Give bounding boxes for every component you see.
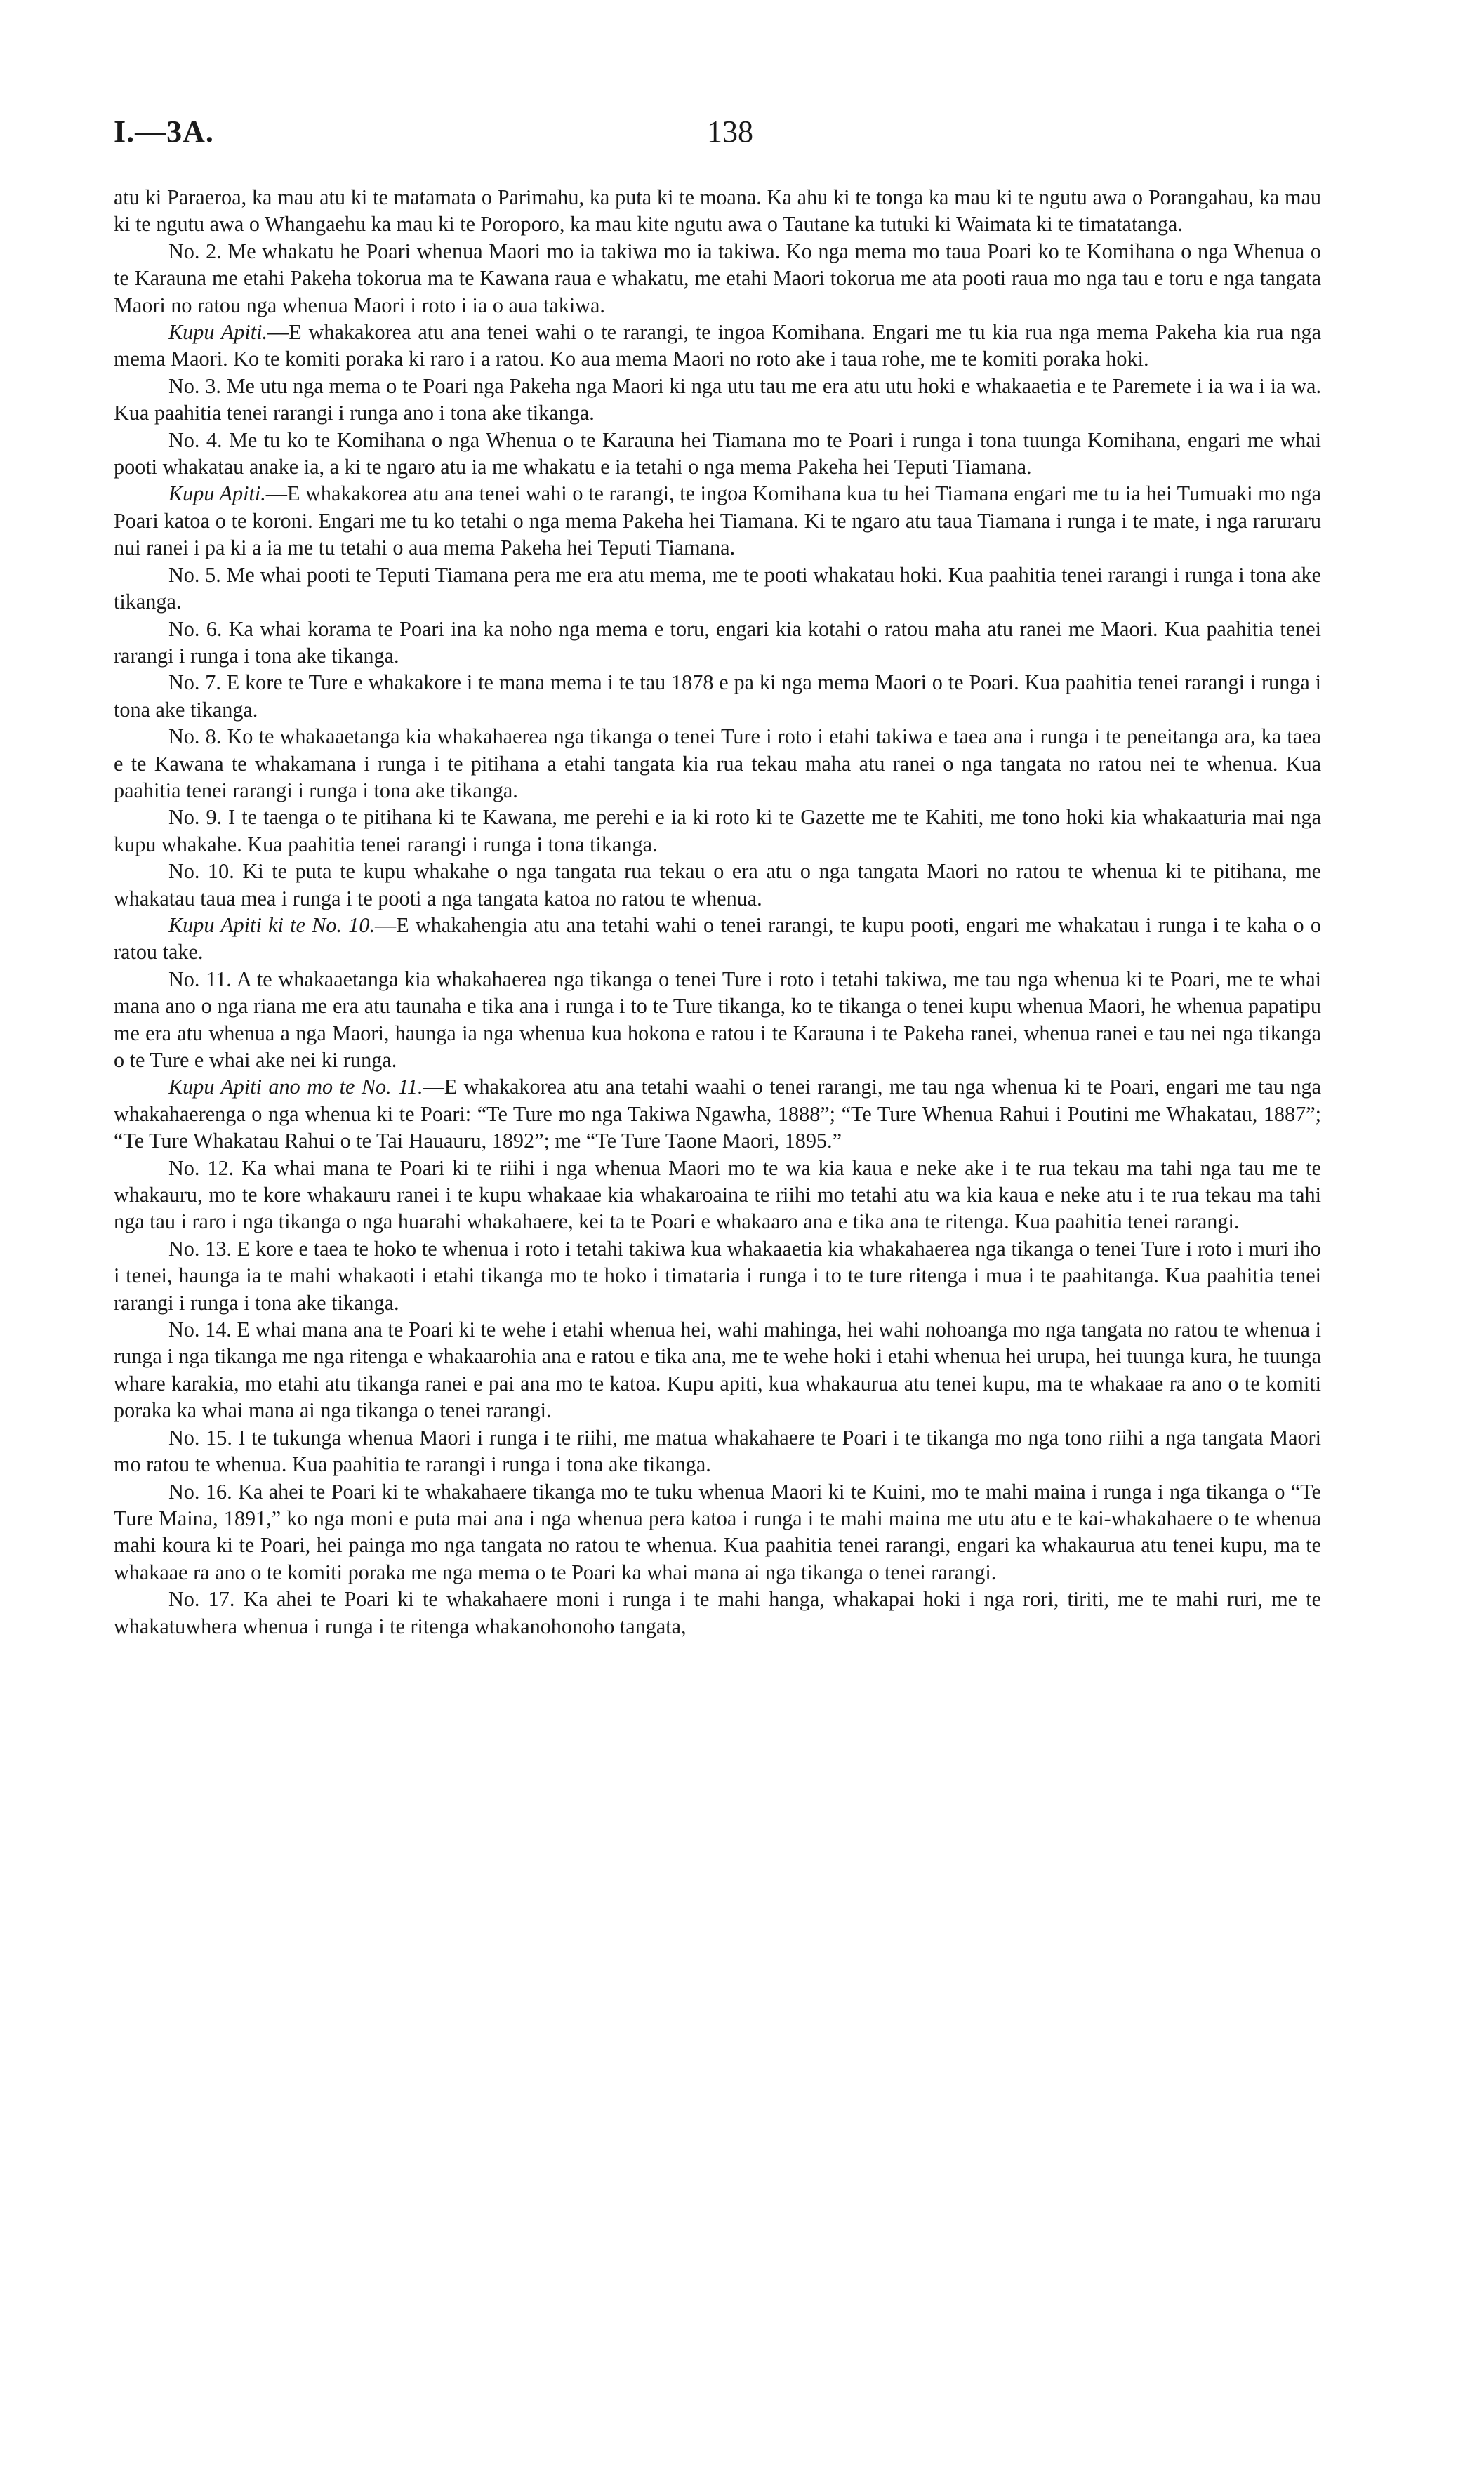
paragraph <box>114 1316 1321 1424</box>
paragraph-text: —E whakahengia atu ana tetahi wahi o tenei rarangi, te kupu pooti, engari me whakatau i runga i te kaha o o ratou take. <box>114 913 1321 964</box>
page-number: 138 <box>707 114 753 149</box>
paragraph <box>114 616 1321 670</box>
paragraph <box>114 669 1321 723</box>
paragraph <box>114 723 1321 804</box>
paragraph <box>114 858 1321 912</box>
paragraph-label: Kupu Apiti ki te No. 10. <box>168 913 375 937</box>
paragraph <box>114 1235 1321 1316</box>
paragraph-label: Kupu Apiti. <box>168 482 266 506</box>
paragraph <box>114 184 1321 238</box>
paragraph-text: No. 9. I te taenga o te pitihana ki te Kawana, me perehi e ia ki roto ki te Gazette me te Kahiti, me tono hoki kia whakaaturia mai nga kupu whakahe. Kua paahitia tenei rarangi i runga i tona tikanga. <box>114 805 1321 856</box>
paragraph-text: —E whakakorea atu ana tenei wahi o te rarangi, te ingoa Komihana. Engari me tu kia rua nga mema Pakeha kia rua nga mema Maori. Ko te komiti poraka ki raro i a ratou. Ko aua mema Maori no roto ake i taua rohe, me te komiti poraka hoki. <box>114 320 1321 371</box>
paragraph-text: No. 4. Me tu ko te Komihana o nga Whenua o te Karauna hei Tiamana mo te Poari i runga i tona tuunga Komihana, engari me whai pooti whakatau anake ia, a ki te ngaro atu ia me whakatu e ia tetahi o nga mema Pakeha hei Teputi Tiamana. <box>114 427 1321 479</box>
paragraph-text: No. 14. E whai mana ana te Poari ki te wehe i etahi whenua hei, wahi mahinga, hei wahi nohoanga mo nga tangata no ratou te whenua i runga i nga tikanga me nga ritenga e whakaarohia ana e ratou e tika ana, me te wehe hoki i etahi whenua hei urupa, hei tuunga kura, he tuunga whare karakia, mo etahi atu tikanga ranei e pai ana mo te katoa. Kupu apiti, kua whakaurua atu tenei kupu, ma te whakaae ra ano o te komiti poraka ka whai mana ai nga tikanga o tenei rarangi. <box>114 1318 1321 1423</box>
paragraph-text: No. 17. Ka ahei te Poari ki te whakahaere moni i runga i te mahi hanga, whakapai hoki i nga rori, tiriti, me te mahi ruri, me te whakatuwhera whenua i runga i te ritenga whakanohonoho tangata, <box>114 1587 1321 1638</box>
paragraph-text: —E whakakorea atu ana tetahi waahi o tenei rarangi, me tau nga whenua ki te Poari, engari me tau nga whakahaerenga o nga whenua ki te Poari: “Te Ture mo nga Takiwa Ngawha, 1888”; “Te Ture Whenua Rahui i Poutini me Whakatau, 1887”; “Te Ture Whakatau Rahui o te Tai Hauauru, 1892”; me “Te Ture Taone Maori, 1895.” <box>114 1075 1321 1153</box>
paragraph-text: No. 6. Ka whai korama te Poari ina ka noho nga mema e toru, engari kia kotahi o ratou maha atu ranei me Maori. Kua paahitia tenei rarangi i runga i tona ake tikanga. <box>114 616 1321 668</box>
paragraph-text: No. 13. E kore e taea te hoko te whenua i roto i tetahi takiwa kua whakaaetia kia whakahaerea nga tikanga o tenei Ture i roto i muri iho i tenei, haunga ia te mahi whakaoti i etahi tikanga mo te hoko i timataria i runga i to te ture ritenga i mua i te paahitanga. Kua paahitia tenei rarangi i runga i tona ake tikanga. <box>114 1236 1321 1315</box>
paragraph-text: No. 10. Ki te puta te kupu whakahe o nga tangata rua tekau o era atu o nga tangata Maori no ratou te whenua ki te pitihana, me whakatau taua mea i runga i te pooti a nga tangata katoa no ratou te whenua. <box>114 859 1321 910</box>
paragraph <box>114 480 1321 561</box>
paragraph <box>114 1073 1321 1154</box>
paragraph-text: No. 11. A te whakaaetanga kia whakahaerea nga tikanga o tenei Ture i roto i tetahi takiwa, me tau nga whenua ki te Poari, me te whai mana ano o nga riana me era atu taunaha e tika ana i runga i to te Ture tikanga, ko te tikanga o tenei kupu whenua Maori, he whenua papatipu me era atu whenua a nga Maori, haunga ia nga whenua kua hokona e ratou i te Karauna i te Pakeha ranei, whenua ranei e tau nei nga tikanga o te Ture e whai ake nei ki runga. <box>114 967 1321 1072</box>
paragraph-text: No. 3. Me utu nga mema o te Poari nga Pakeha nga Maori ki nga utu tau me era atu utu hoki e whakaaetia e te Paremete i ia wa i ia wa. Kua paahitia tenei rarangi i runga ano i tona ake tikanga. <box>114 373 1321 425</box>
paragraph-text: —E whakakorea atu ana tenei wahi o te rarangi, te ingoa Komihana kua tu hei Tiamana engari me tu ia hei Tumuaki mo nga Poari katoa o te koroni. Engari me tu ko tetahi o nga mema Pakeha hei Tiamana. Ki te ngaro atu taua Tiamana i runga i te mate, i nga raruraru nui ranei i pa ki a ia me tu tetahi o aua mema Pakeha hei Teputi Tiamana. <box>114 482 1321 560</box>
paragraph <box>114 562 1321 616</box>
document-reference: I.—3A. <box>114 114 214 149</box>
paragraph <box>114 373 1321 427</box>
paragraph-label: Kupu Apiti. <box>168 320 268 345</box>
paragraph <box>114 966 1321 1074</box>
paragraph <box>114 319 1321 373</box>
page-header <box>114 114 1321 156</box>
paragraph <box>114 427 1321 481</box>
paragraph-text: No. 16. Ka ahei te Poari ki te whakahaere tikanga mo te tuku whenua Maori ki te Kuini, mo te mahi maina i runga i nga tikanga o “Te Ture Maina, 1891,” ko nga moni e puta mai ana i nga whenua pera katoa i runga i te mahi maina me utu atu e te kai-whakahaere o te whenua mahi koura ki te Poari, hei painga mo nga tangata no ratou te whenua. Kua paahitia tenei rarangi, engari ka whakaurua atu tenei kupu, ma te whakaae ra ano o te komiti poraka me nga mema o te Poari ka whai mana ai nga tikanga o tenei rarangi. <box>114 1479 1321 1584</box>
paragraph-label: Kupu Apiti ano mo te No. 11. <box>168 1075 423 1099</box>
paragraph-text: atu ki Paraeroa, ka mau atu ki te matamata o Parimahu, ka puta ki te moana. Ka ahu ki te tonga ka mau ki te ngutu awa o Porangahau, ka mau ki te ngutu awa o Whangaehu ka mau ki te Poroporo, ka mau kite ngutu awa o Tautane ka tutuki ki Waimata ki te timatatanga. <box>114 185 1321 237</box>
paragraph-text: No. 2. Me whakatu he Poari whenua Maori mo ia takiwa mo ia takiwa. Ko nga mema mo taua Poari ko te Komihana o nga Whenua o te Karauna me etahi Pakeha tokorua ma te Kawana raua e whakatu, me etahi Maori tokorua me ata pooti raua mo nga tau e toru e nga tangata Maori no ratou nga whenua Maori i roto i ia o aua takiwa. <box>114 239 1321 317</box>
paragraph-text: No. 7. E kore te Ture e whakakore i te mana mema i te tau 1878 e pa ki nga mema Maori o te Poari. Kua paahitia tenei rarangi i runga i tona ake tikanga. <box>114 670 1321 722</box>
paragraph <box>114 912 1321 966</box>
paragraph <box>114 238 1321 319</box>
document-body <box>114 184 1321 1640</box>
paragraph-text: No. 12. Ka whai mana te Poari ki te riihi i nga whenua Maori mo te wa kia kaua e neke ake i te rua tekau ma tahi nga tau me te whakauru, mo te kore whakauru ranei i te kupu whakaae kia whakaroaina te riihi mo tetahi atu wa kia kaua e neke atu i te rua tekau ma tahi nga tau i raro i nga tikanga o nga huarahi whakahaere, kei ta te Poari e whakaaro ana e tika ana te ritenga. Kua paahitia tenei rarangi. <box>114 1155 1321 1234</box>
paragraph <box>114 804 1321 858</box>
paragraph-text: No. 5. Me whai pooti te Teputi Tiamana pera me era atu mema, me te pooti whakatau hoki. Kua paahitia tenei rarangi i runga i tona ake tikanga. <box>114 562 1321 614</box>
paragraph <box>114 1586 1321 1640</box>
paragraph-text: No. 8. Ko te whakaaetanga kia whakahaerea nga tikanga o tenei Ture i roto i etahi takiwa e taea ana i runga i te peneitanga ara, ka taea e te Kawana te whakamana i runga i te pitihana a etahi tangata kia rua tekau maha atu ranei o nga tangata no ratou nei te whenua. Kua paahitia tenei rarangi i runga i tona ake tikanga. <box>114 724 1321 802</box>
paragraph <box>114 1155 1321 1235</box>
paragraph-text: No. 15. I te tukunga whenua Maori i runga i te riihi, me matua whakahaere te Poari i te tikanga mo nga tono riihi a nga tangata Maori mo ratou te whenua. Kua paahitia te rarangi i runga i tona ake tikanga. <box>114 1425 1321 1477</box>
paragraph <box>114 1424 1321 1478</box>
paragraph <box>114 1478 1321 1586</box>
